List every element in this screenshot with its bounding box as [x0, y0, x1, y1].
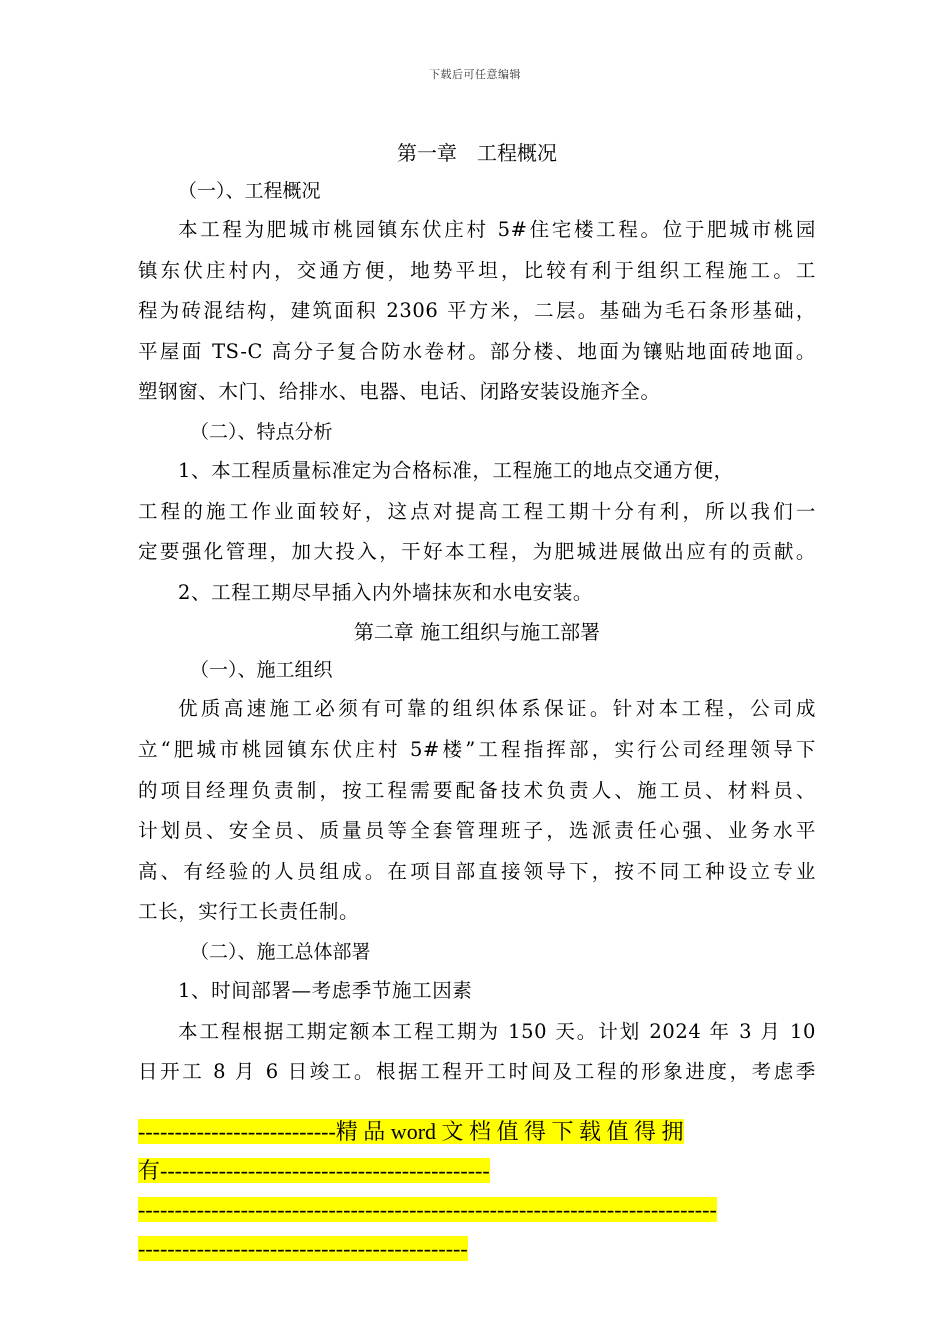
paragraph-line: 塑钢窗、木门、给排水、电器、电话、闭路安装设施齐全。 [138, 380, 661, 404]
chapter-2-section-2-subheading: 1、时间部署—考虑季节施工因素 [178, 978, 473, 1002]
chapter-2-section-1-paragraph [138, 689, 816, 933]
paragraph-line: 定要强化管理，加大投入，干好本工程，为肥城进展做出应有的贡献。 [138, 540, 816, 564]
paragraph-line: 工程的施工作业面较好，这点对提高工程工期十分有利，所以我们一 [138, 499, 816, 523]
chapter-1-section-1-paragraph [138, 210, 816, 413]
document-body [138, 134, 816, 1093]
promo-banner-text: --------------------------------------------- [138, 1236, 468, 1261]
chapter-2-section-2-heading: （二）、施工总体部署 [190, 940, 371, 963]
chapter-1-section-2-heading: （二）、特点分析 [190, 420, 333, 443]
promo-banner-text: 有--------------------------------------------- [138, 1158, 490, 1183]
paragraph-line: 程为砖混结构，建筑面积 2306 平方米，二层。基础为毛石条形基础， [138, 299, 816, 323]
promo-banner-line [138, 1190, 818, 1229]
paragraph-line: 日开工 8 月 6 日竣工。根据工程开工时间及工程的形象进度，考虑季 [138, 1060, 816, 1084]
chapter-2-section-1-heading: （一）、施工组织 [190, 659, 333, 682]
promo-banner-text: ---------------------------精 品 word 文 档 值 得 下 载 值 得 拥 [138, 1119, 684, 1144]
paragraph-line: 工长，实行工长责任制。 [138, 900, 360, 924]
chapter-1-section-2-paragraph [138, 451, 816, 613]
paragraph-line: 本工程根据工期定额本工程工期为 150 天。计划 2024 年 3 月 10 [178, 1019, 816, 1043]
paragraph-line: 计划员、安全员、质量员等全套管理班子，选派责任心强、业务水平 [138, 819, 816, 843]
paragraph-line: 优质高速施工必须有可靠的组织体系保证。针对本工程，公司成 [178, 697, 816, 721]
promo-banner-line [138, 1229, 818, 1268]
promo-banner-text: ------------------------------------------------------------------------------- [138, 1197, 717, 1222]
chapter-2-title: 第二章 施工组织与施工部署 [353, 620, 601, 645]
chapter-1-section-1-heading: （一）、工程概况 [178, 180, 321, 202]
chapter-2-section-2-paragraph [138, 1012, 816, 1093]
promo-banner-line [138, 1151, 818, 1190]
header-note: 下载后可任意编辑 [429, 68, 521, 81]
promo-banner [138, 1112, 818, 1268]
paragraph-line: 平屋面 TS-C 高分子复合防水卷材。部分楼、地面为镶贴地面砖地面。 [138, 339, 816, 363]
promo-banner-line [138, 1112, 818, 1151]
paragraph-line: 立“肥城市桃园镇东伏庄村 5#楼”工程指挥部，实行公司经理领导下 [138, 737, 816, 761]
paragraph-line: 高、有经验的人员组成。在项目部直接领导下，按不同工种设立专业 [138, 859, 816, 883]
paragraph-line: 的项目经理负责制，按工程需要配备技术负责人、施工员、材料员、 [138, 778, 816, 802]
paragraph-line: 本工程为肥城市桃园镇东伏庄村 5#住宅楼工程。位于肥城市桃园 [178, 218, 816, 241]
paragraph-line: 2、工程工期尽早插入内外墙抹灰和水电安装。 [178, 580, 594, 604]
paragraph-line: 镇东伏庄村内，交通方便，地势平坦，比较有利于组织工程施工。工 [138, 258, 816, 282]
chapter-1-title: 第一章 工程概况 [397, 141, 557, 165]
paragraph-line: 1、本工程质量标准定为合格标准，工程施工的地点交通方便， [178, 458, 734, 482]
